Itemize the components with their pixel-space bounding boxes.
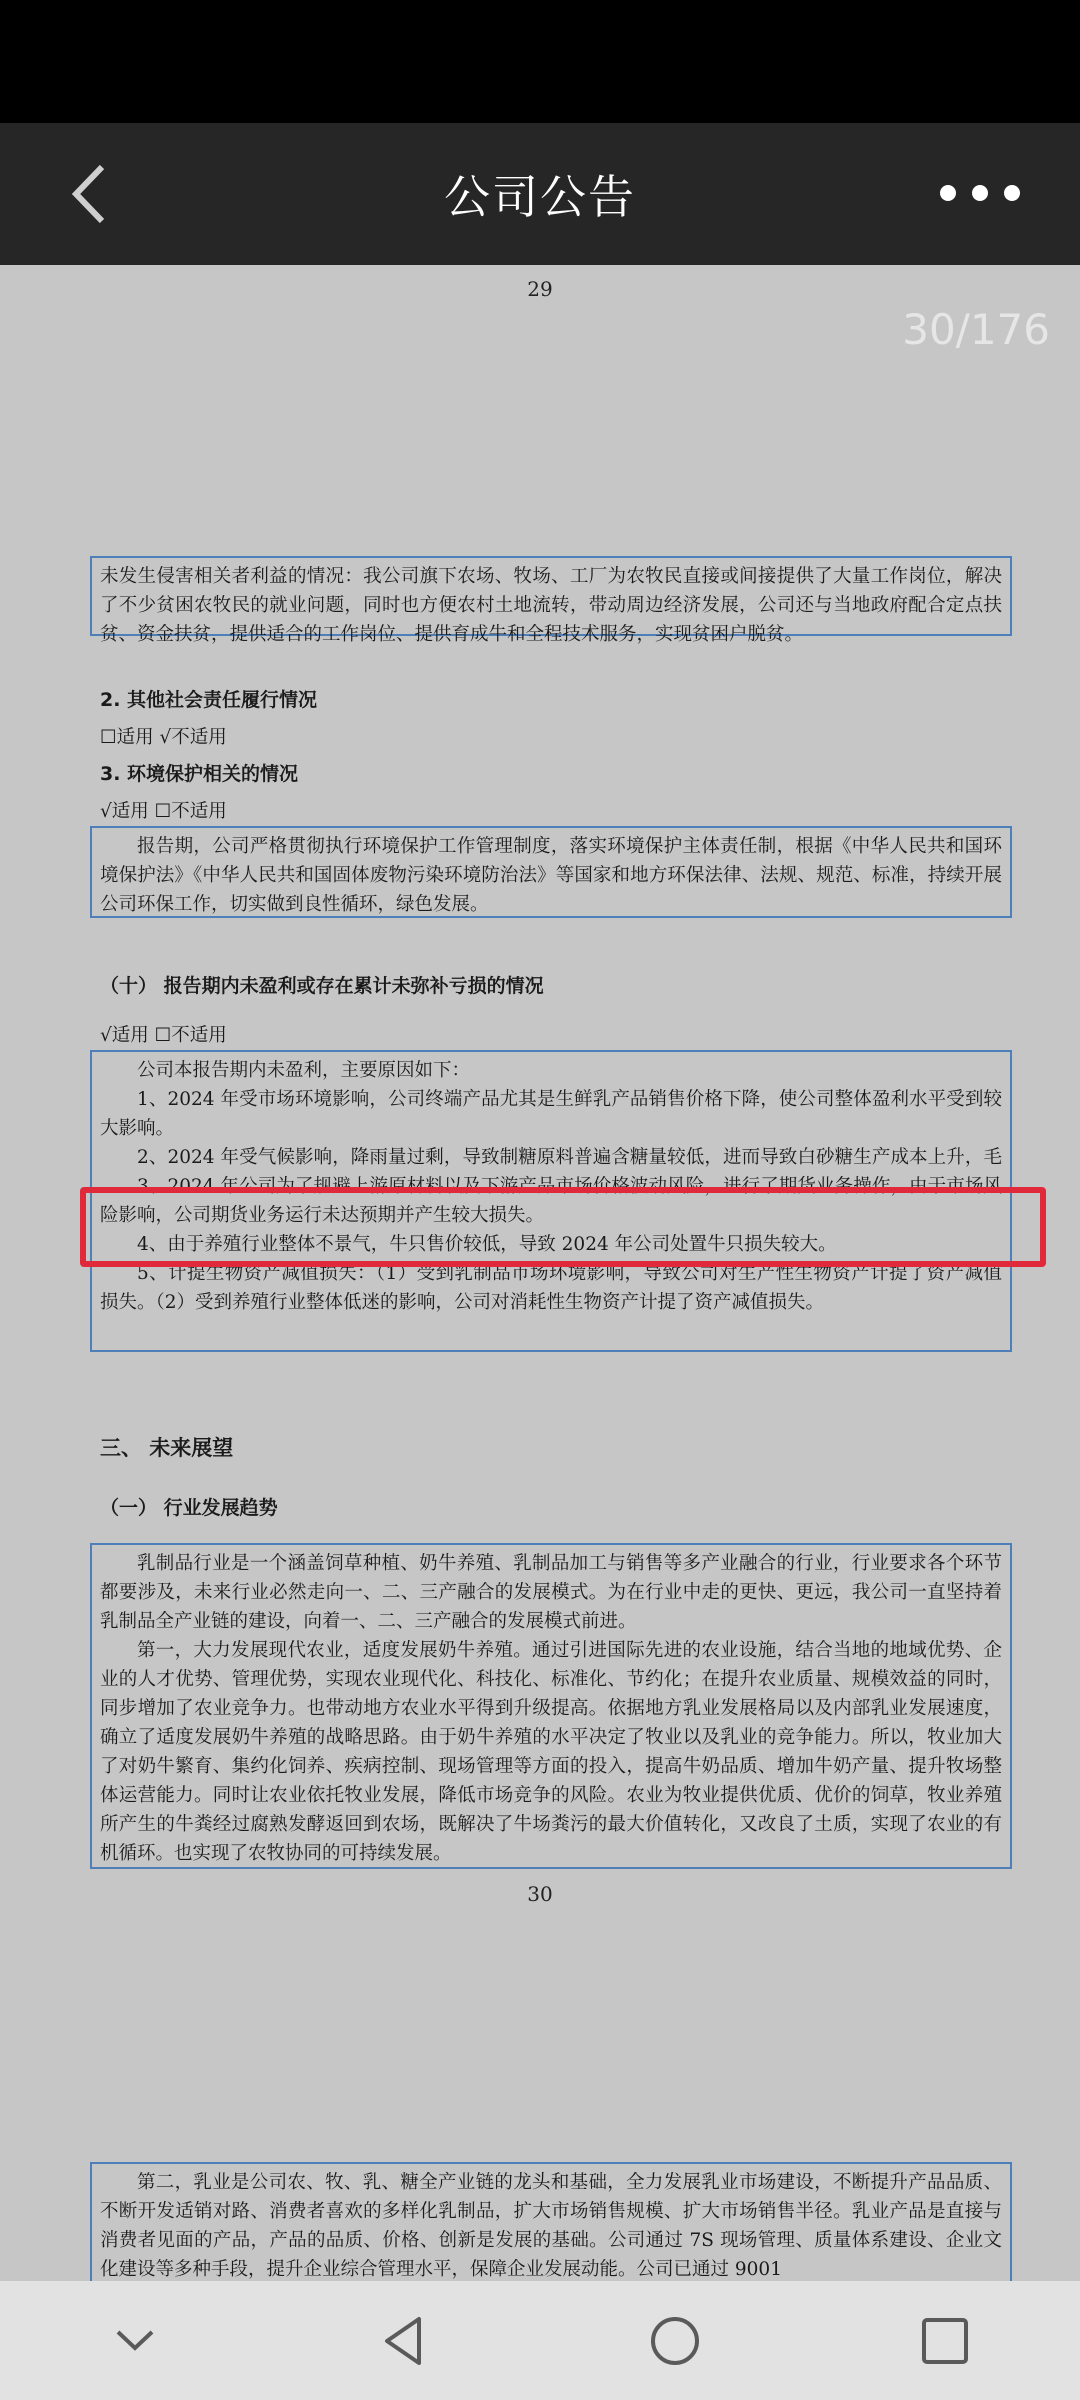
loss-reason-1: 1、2024 年受市场环境影响，公司终端产品尤其是生鲜乳产品销售价格下降，使公司整体盈利水平受到较大影响。	[100, 1089, 1002, 1139]
page-number-top: 29	[527, 277, 553, 301]
page-counter: 30/176	[902, 305, 1050, 354]
loss-reason-5: 5、计提生物资产减值损失：（1）受到乳制品市场环境影响，导致公司对生产性生物资产计提了资产减值损失。（2）受到养殖行业整体低迷的影响，公司对消耗性生物资产计提了资产减值损失。	[100, 1263, 1002, 1313]
more-options-button[interactable]	[930, 163, 1030, 223]
social-impact-text: 未发生侵害相关者利益的情况：我公司旗下农场、牧场、工厂为农牧民直接或间接提供了大量工作岗位，解决了不少贫困农牧民的就业问题，同时也方便农村土地流转，带动周边经济发展，公司还与当地政府配合定点扶贫、资金扶贫，提供适合的工作岗位、提供育成牛和全程技术服务，实现贫困户脱贫。	[100, 566, 1002, 645]
document-viewer[interactable]	[0, 265, 1080, 2281]
loss-check: √适用 ☐不适用	[100, 1025, 227, 1046]
status-bar	[0, 0, 1080, 123]
chevron-down-icon	[110, 2316, 160, 2366]
nav-collapse-button[interactable]	[95, 2301, 175, 2381]
circle-home-icon	[645, 2311, 705, 2371]
loss-reason-4: 4、由于养殖行业整体不景气，牛只售价较低，导致 2024 年公司处置牛只损失较大。	[137, 1234, 837, 1255]
system-nav-bar	[0, 2281, 1080, 2400]
env-check: √适用 ☐不适用	[100, 801, 227, 822]
trend-para-1: 乳制品行业是一个涵盖饲草种植、奶牛养殖、乳制品加工与销售等多产业融合的行业，行业要求各个环节都要涉及，未来行业必然走向一、二、三产融合的发展模式。为在行业中走的更快、更远，我公司一直坚持着乳制品全产业链的建设，向着一、二、三产融合的发展模式前进。	[100, 1553, 1002, 1632]
nav-recents-button[interactable]	[905, 2301, 985, 2381]
page-number-bottom: 30	[527, 1882, 553, 1906]
loss-box	[90, 1050, 1012, 1352]
chevron-left-icon	[60, 159, 130, 229]
other-social-check: ☐适用 √不适用	[100, 727, 227, 748]
outlook-heading: 三、 未来展望	[100, 1436, 234, 1460]
dairy-industry-box	[90, 2162, 1012, 2281]
env-box	[90, 826, 1012, 918]
industry-trend-heading: （一） 行业发展趋势	[100, 1497, 278, 1519]
trend-para-2: 第一，大力发展现代农业，适度发展奶牛养殖。通过引进国际先进的农业设施，结合当地的地域优势、企业的人才优势、管理优势，实现农业现代化、科技化、标准化、节约化；在提升农业质量、规模效益的同时，同步增加了农业竞争力。也带动地方农业水平得到升级提高。依据地方乳业发展格局以及内部乳业发展速度，确立了适度发展奶牛养殖的战略思路。由于奶牛养殖的水平决定了牧业以及乳业的竞争能力。所以，牧业加大了对奶牛繁育、集约化饲养、疾病控制、现场管理等方面的投入，提高牛奶品质、增加牛奶产量、提升牧场整体运营能力。同时让农业依托牧业发展，降低市场竞争的风险。农业为牧业提供优质、优价的饲草，牧业养殖所产生的牛粪经过腐熟发酵返回到农场，既解决了牛场粪污的最大价值转化，又改良了土质，实现了农业的有机循环。也实现了农牧协同的可持续发展。	[100, 1640, 1002, 1864]
app-header	[0, 123, 1080, 265]
social-impact-box	[90, 556, 1012, 645]
loss-heading: （十） 报告期内未盈利或存在累计未弥补亏损的情况	[100, 975, 544, 997]
loss-intro: 公司本报告期内未盈利，主要原因如下：	[137, 1060, 471, 1081]
more-dots-icon	[930, 163, 1030, 223]
env-heading: 3. 环境保护相关的情况	[100, 763, 299, 785]
env-text: 报告期，公司严格贯彻执行环境保护工作管理制度，落实环境保护主体责任制，根据《中华人民共和国环境保护法》《中华人民共和国固体废物污染环境防治法》等国家和地方环保法律、法规、规范、标准，持续开展公司环保工作，切实做到良性循环，绿色发展。	[100, 836, 1002, 915]
loss-reason-2: 2、2024 年受气候影响，降雨量过剩，导致制糖原料普遍含糖量较低，进而导致白砂糖生产成本上升，毛	[137, 1147, 1002, 1168]
other-social-heading: 2. 其他社会责任履行情况	[100, 689, 318, 711]
triangle-back-icon	[375, 2311, 435, 2371]
loss-reason-3: 3、2024 年公司为了规避上游原材料以及下游产品市场价格波动风险，进行了期货业务操作，由于市场风险影响，公司期货业务运行未达预期并产生较大损失。	[100, 1176, 1002, 1226]
nav-back-button[interactable]	[365, 2301, 445, 2381]
nav-home-button[interactable]	[635, 2301, 715, 2381]
trend-para-3: 第二，乳业是公司农、牧、乳、糖全产业链的龙头和基础，全力发展乳业市场建设，不断提升产品品质、不断开发适销对路、消费者喜欢的多样化乳制品，扩大市场销售规模、扩大市场销售半径。乳业产品是直接与消费者见面的产品，产品的品质、价格、创新是发展的基础。公司通过 7S 现场管理、质量体系建设、企业文化建设等多种手段，提升企业综合管理水平，保障企业发展动能。公司已通过 9001	[100, 2172, 1002, 2280]
industry-trend-box	[90, 1543, 1012, 1869]
back-button[interactable]	[60, 159, 130, 229]
page-title: 公司公告	[444, 170, 636, 224]
square-recents-icon	[915, 2311, 975, 2371]
